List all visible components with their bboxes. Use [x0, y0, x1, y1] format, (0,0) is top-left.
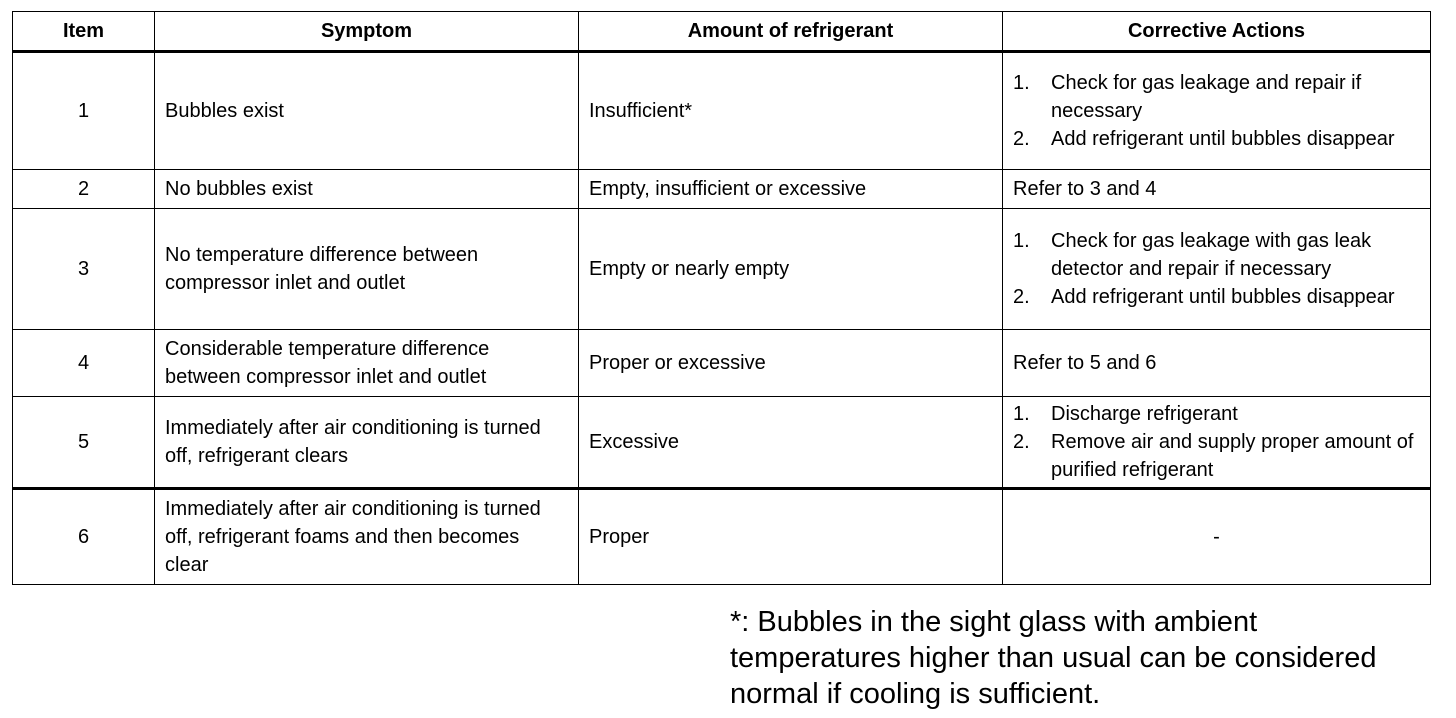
item-cell: 5 [13, 397, 155, 489]
table-row [13, 209, 1431, 330]
symptom-cell: No bubbles exist [155, 170, 579, 209]
action-text: Check for gas leakage with gas leak detector and repair if necessary [1051, 230, 1372, 280]
action-item [1013, 283, 1420, 311]
footnote: *: Bubbles in the sight glass with ambient temperatures higher than usual can be considered normal if cooling is sufficient. [730, 606, 1377, 710]
amount-cell: Empty or nearly empty [579, 209, 1003, 330]
table-row [13, 170, 1431, 209]
action-item [1013, 125, 1420, 153]
symptom-cell: Immediately after air conditioning is turned off, refrigerant foams and then becomes clear [155, 489, 579, 585]
actions-list [1013, 69, 1420, 153]
amount-cell: Empty, insufficient or excessive [579, 170, 1003, 209]
actions-cell [1003, 52, 1431, 170]
actions-list [1013, 227, 1420, 311]
action-number: 1. [1013, 403, 1030, 425]
table-row [13, 397, 1431, 489]
action-text: Check for gas leakage and repair if necessary [1051, 72, 1362, 122]
actions-cell: Refer to 3 and 4 [1003, 170, 1431, 209]
action-text: Remove air and supply proper amount of purified refrigerant [1051, 431, 1414, 481]
action-number: 2. [1013, 128, 1030, 150]
amount-cell: Proper or excessive [579, 330, 1003, 397]
header-row [13, 12, 1431, 52]
actions-cell: - [1003, 489, 1431, 585]
action-number: 2. [1013, 286, 1030, 308]
header-amount: Amount of refrigerant [579, 12, 1003, 52]
actions-cell [1003, 209, 1431, 330]
symptom-cell: No temperature difference between compressor inlet and outlet [155, 209, 579, 330]
action-item [1013, 400, 1420, 428]
action-text: Add refrigerant until bubbles disappear [1051, 128, 1395, 150]
amount-cell: Proper [579, 489, 1003, 585]
refrigerant-diagnosis-table [12, 11, 1431, 585]
symptom-cell: Bubbles exist [155, 52, 579, 170]
item-cell: 1 [13, 52, 155, 170]
item-cell: 2 [13, 170, 155, 209]
table-row [13, 330, 1431, 397]
symptom-cell: Considerable temperature difference between compressor inlet and outlet [155, 330, 579, 397]
action-item [1013, 428, 1420, 484]
action-number: 1. [1013, 72, 1030, 94]
amount-cell: Excessive [579, 397, 1003, 489]
action-item [1013, 227, 1420, 283]
item-cell: 4 [13, 330, 155, 397]
action-text: Discharge refrigerant [1051, 403, 1238, 425]
symptom-cell: Immediately after air conditioning is turned off, refrigerant clears [155, 397, 579, 489]
action-number: 2. [1013, 431, 1030, 453]
action-item [1013, 69, 1420, 125]
header-item: Item [13, 12, 155, 52]
actions-cell [1003, 397, 1431, 489]
item-cell: 6 [13, 489, 155, 585]
actions-list [1013, 400, 1420, 484]
header-corrective-actions: Corrective Actions [1003, 12, 1431, 52]
table-row [13, 52, 1431, 170]
table-row [13, 489, 1431, 585]
actions-cell: Refer to 5 and 6 [1003, 330, 1431, 397]
amount-cell: Insufficient* [579, 52, 1003, 170]
action-number: 1. [1013, 230, 1030, 252]
header-symptom: Symptom [155, 12, 579, 52]
action-text: Add refrigerant until bubbles disappear [1051, 286, 1395, 308]
item-cell: 3 [13, 209, 155, 330]
